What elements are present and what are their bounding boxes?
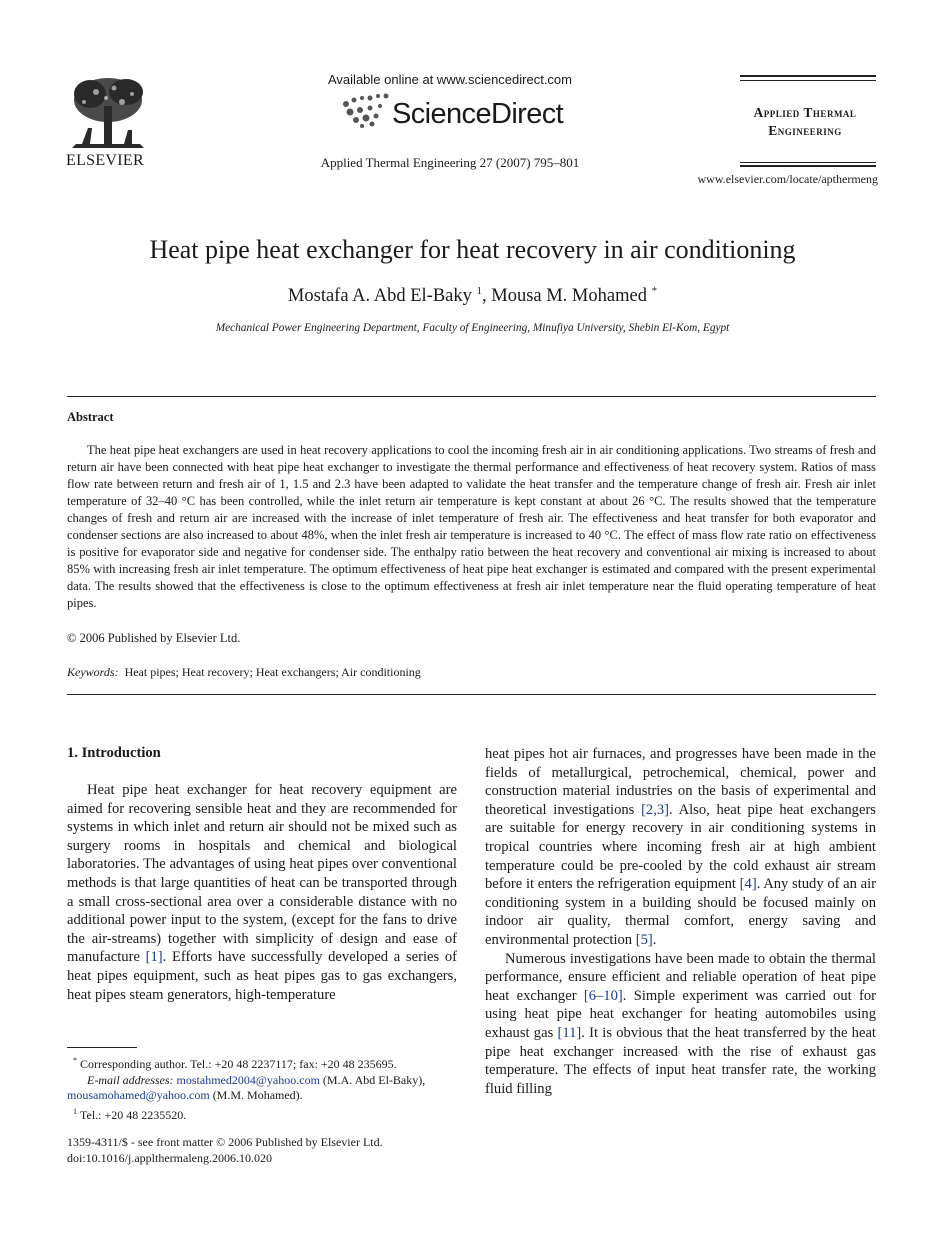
abstract-rule-bottom	[67, 694, 876, 695]
issn-line: 1359-4311/$ - see front matter © 2006 Published by Elsevier Ltd.	[67, 1135, 383, 1149]
front-matter	[67, 1134, 383, 1166]
journal-name-line2: Engineering	[768, 123, 842, 138]
citation-link[interactable]: [1]	[145, 949, 163, 966]
footnote-rule	[67, 1047, 137, 1048]
author-separator: ,	[482, 286, 492, 307]
text-run: . Simple experiment was carried out for using heat pipe heat exchanger for heating automobiles using exhaust gas	[485, 987, 876, 1041]
journal-url-link[interactable]: www.elsevier.com/locate/apthermeng	[697, 172, 878, 186]
abstract-copyright: © 2006 Published by Elsevier Ltd.	[67, 631, 241, 645]
journal-name	[732, 104, 878, 140]
sciencedirect-brand[interactable]: ScienceDirect	[392, 98, 564, 130]
keywords-label: Keywords:	[67, 665, 119, 679]
journal-citation: Applied Thermal Engineering 27 (2007) 795–801	[320, 155, 580, 170]
footnote-mark: 1	[73, 1106, 77, 1116]
citation-link[interactable]: [4]	[739, 876, 757, 893]
footnotes	[67, 1053, 467, 1123]
text-run: .	[652, 931, 657, 948]
footnote-tel	[67, 1104, 467, 1124]
text-run: . It is obvious that the heat transferred by the heat pipe heat exchanger increased with the rise of exhaust gas temperature. The effects of input heat transfer rate, the working fluid filling	[485, 1024, 876, 1097]
intro-paragraph-2	[485, 950, 876, 1099]
email-link-2[interactable]: mousamohamed@yahoo.com	[67, 1088, 210, 1102]
section-heading: 1. Introduction	[67, 745, 161, 761]
text-run: . Any study of an air conditioning system in a building should be focused mainly on indoor air quality, thermal comfort, energy saving and environmental protection	[485, 876, 876, 948]
author-list	[40, 285, 905, 307]
citation-link[interactable]: [5]	[635, 931, 653, 948]
citation-link[interactable]: [2,3]	[641, 801, 670, 818]
footnote-emails	[67, 1073, 467, 1089]
journal-name-line1: Applied Thermal	[753, 105, 857, 120]
available-online-text: Available online at www.sciencedirect.com	[328, 72, 572, 87]
author-1: Mostafa A. Abd El-Baky	[287, 286, 472, 307]
keywords-list: Heat pipes; Heat recovery; Heat exchangers; Air conditioning	[124, 665, 421, 679]
header-rule-bottom	[740, 162, 876, 163]
author-1-footnote-mark[interactable]: 1	[476, 285, 482, 297]
abstract-heading: Abstract	[67, 410, 114, 424]
header-rule-bottom2	[740, 165, 876, 167]
footnote-mark: *	[73, 1056, 77, 1065]
footnote-corresponding	[67, 1053, 467, 1073]
intro-paragraph-1	[67, 781, 457, 1004]
doi-line[interactable]: doi:10.1016/j.applthermaleng.2006.10.020	[67, 1151, 272, 1165]
affiliation: Mechanical Power Engineering Department, Faculty of Engineering, Minufiya University, Shebin El-Kom, Egypt	[215, 322, 730, 334]
keywords	[67, 665, 421, 680]
text-run: . Also, heat pipe heat exchangers are suitable for energy recovery in air conditioning systems in tropical countries where incoming fresh air at high ambient temperature could be pre-cooled by the cold exhaust air stream before it enters the refrigeration equipment	[485, 801, 876, 893]
author-2-footnote-mark[interactable]: *	[651, 285, 658, 297]
email-owner-2: (M.M. Mohamed).	[212, 1088, 303, 1102]
header-rule-top	[740, 75, 876, 77]
intro-paragraph-1-cont	[485, 745, 876, 950]
email-owner-1: (M.A. Abd El-Baky),	[322, 1072, 426, 1087]
article-title: Heat pipe heat exchanger for heat recovery in air conditioning	[149, 235, 796, 264]
abstract-rule-top	[67, 396, 876, 397]
footnote-text: Tel.: +20 48 2235520.	[80, 1107, 187, 1122]
email-label: E-mail addresses:	[87, 1072, 174, 1087]
text-run: Heat pipe heat exchanger for heat recovery equipment are aimed for recovering sensible heat and they are recommended for systems in which inlet and return air should not be mixed such as surgery rooms in hospitals and chemical and biological laboratories. The advantages of using heat pipes over conventional methods is that large quantities of heat can be transported through a small cross-sectional area over a considerable distance with no additional power input to the system, (except for the fans to drive the air-streams) together with simplicity of design and ease of manufacture	[67, 782, 457, 966]
author-2: Mousa M. Mohamed	[491, 286, 647, 307]
citation-link[interactable]: [6–10]	[583, 987, 623, 1004]
publisher-name: ELSEVIER	[66, 152, 144, 169]
citation-link[interactable]: [11]	[557, 1024, 582, 1041]
text-run: Numerous investigations have been made to obtain the thermal performance, ensure efficient and reliable operation of heat pipe heat exchanger	[485, 950, 876, 1004]
header-rule-mid	[740, 80, 876, 81]
text-run: . Efforts have successfully developed a series of heat pipes equipment, such as heat pipes gas to gas exchangers, heat pipes steam generators, high-temperature	[67, 949, 457, 1003]
body-column-right	[485, 745, 876, 1098]
footnote-text: Corresponding author. Tel.: +20 48 2237117; fax: +20 48 235695.	[80, 1057, 397, 1071]
abstract-body	[67, 442, 876, 612]
footnote-emails-cont	[67, 1088, 467, 1104]
body-column-left	[67, 781, 457, 1004]
abstract-paragraph: The heat pipe heat exchangers are used in heat recovery applications to cool the incoming fresh air in air conditioning applications. Two streams of fresh and return air have been connected with heat pipe heat exchanger to investigate the thermal performance and effectiveness of heat recovery system. Ratios of mass flow rate between return and fresh air of 1, 1.5 and 2.3 have been adapted to validate the heat transfer and the temperature change of fresh air. Fresh air inlet temperature of 32–40 °C has been controlled, while the inlet return air temperature is kept constant at about 26 °C. The results showed that the temperature changes of fresh and return air are increased with the increase of inlet temperature of fresh air. The effectiveness and heat transfer for both evaporator and condenser sections are also increased to about 48%, when the inlet fresh air temperature is increased to 40 °C. The effect of mass flow rate ratio on effectiveness is positive for evaporator side and negative for condenser side. The enthalpy ratio between the heat recovery and conventional air mixing is increased to about 85% with increasing fresh air inlet temperature. The optimum effectiveness of heat pipe heat exchanger is estimated and compared with the present experimental data. The results showed that the effectiveness is close to the optimum effectiveness at fresh air inlet temperature near the fluid operating temperature of heat pipes.	[67, 443, 876, 610]
email-link-1[interactable]: mostahmed2004@yahoo.com	[176, 1072, 320, 1087]
text-run: heat pipes hot air furnaces, and progresses have been made in the fields of metallurgical, petrochemical, chemical, power and construction material industries on the basis of experimental and theoretical investigations	[485, 746, 876, 818]
